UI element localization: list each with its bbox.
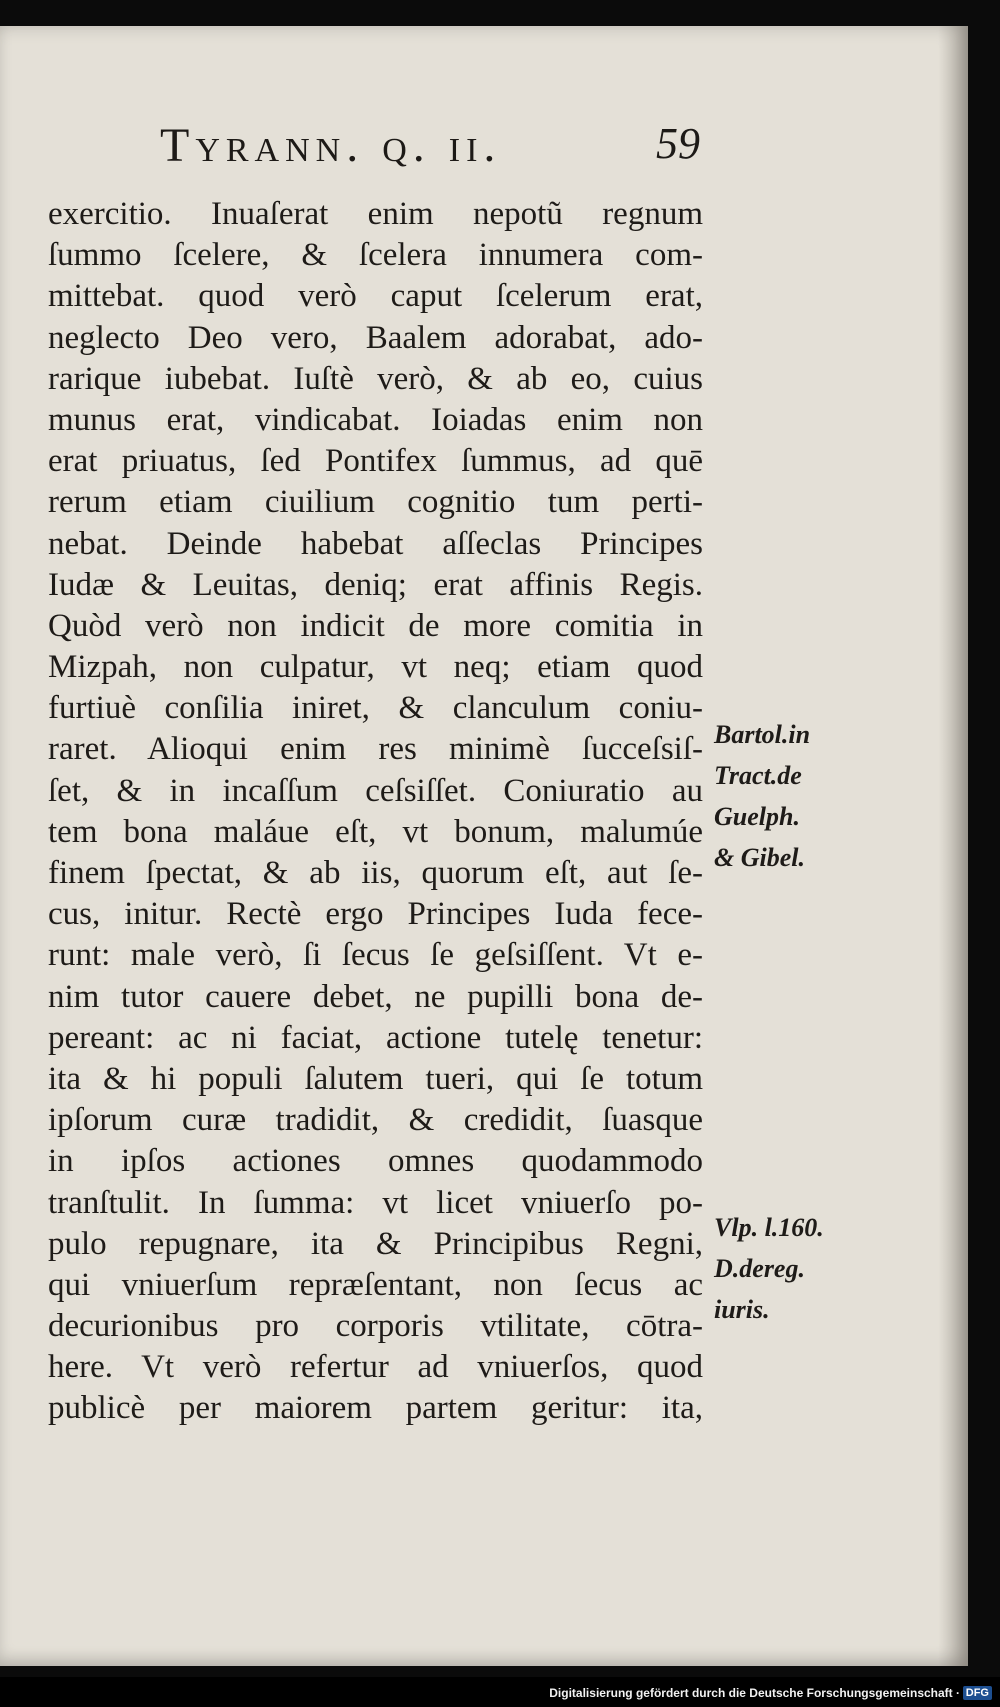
margin-note-line: & Gibel. <box>714 843 805 872</box>
book-page <box>0 26 968 1666</box>
text-line: erat priuatus, ſed Pontifex ſummus, ad quē <box>48 443 703 480</box>
text-line: nim tutor cauere debet, ne pupilli bona de- <box>48 978 703 1015</box>
page-header <box>160 118 700 188</box>
text-line: Mizpah, non culpatur, vt neq; etiam quod <box>48 649 703 686</box>
running-title: Tyrann. q. ii. <box>160 119 502 172</box>
text-line: Quòd verò non indicit de more comitia in <box>48 607 703 644</box>
text-line: tranſtulit. In ſumma: vt licet vniuerſo po- <box>48 1184 703 1221</box>
margin-note-line: Bartol.in <box>714 720 811 749</box>
body-text <box>48 194 703 1430</box>
text-line: pereant: ac ni faciat, actione tutelę tenetur: <box>48 1019 703 1056</box>
margin-note-line: iuris. <box>714 1295 770 1324</box>
text-line: tem bona maláue eſt, vt bonum, malumúe <box>48 813 703 850</box>
funding-credit: Digitalisierung gefördert durch die Deutsche Forschungsgemeinschaft · <box>549 1686 960 1700</box>
text-line: ita & hi populi ſalutem tueri, qui ſe totum <box>48 1060 703 1097</box>
margin-note-line: Vlp. l.160. <box>714 1213 824 1242</box>
text-line: here. Vt verò refertur ad vniuerſos, quod <box>48 1349 703 1386</box>
margin-note-line: Tract.de <box>714 761 802 790</box>
text-line: nebat. Deinde habebat aſſeclas Principes <box>48 525 703 562</box>
footer-bar <box>0 1677 1000 1707</box>
text-line: decurionibus pro corporis vtilitate, cōtra- <box>48 1308 703 1345</box>
margin-note-line: Guelph. <box>714 802 800 831</box>
text-line: publicè per maiorem partem geritur: ita, <box>48 1390 703 1427</box>
text-line: ipſorum curæ tradidit, & credidit, ſuasque <box>48 1102 703 1139</box>
text-line: rarique iubebat. Iuſtè verò, & ab eo, cuius <box>48 360 703 397</box>
text-line: rerum etiam ciuilium cognitio tum perti- <box>48 484 703 521</box>
text-line: mittebat. quod verò caput ſcelerum erat, <box>48 278 703 315</box>
margin-note-bartolus <box>714 714 864 878</box>
text-line: neglecto Deo vero, Baalem adorabat, ado- <box>48 319 703 356</box>
margin-note-line: D.dereg. <box>714 1254 805 1283</box>
text-line: pulo repugnare, ita & Principibus Regni, <box>48 1225 703 1262</box>
text-line: runt: male verò, ſi ſecus ſe geſsiſſent. Vt e- <box>48 937 703 974</box>
text-line: exercitio. Inuaſerat enim nepotũ regnum <box>48 196 703 232</box>
text-line: qui vniuerſum repræſentant, non ſecus ac <box>48 1266 703 1303</box>
margin-note-ulpian <box>714 1207 864 1330</box>
text-line: in ipſos actiones omnes quodammodo <box>48 1143 703 1180</box>
page-number: 59 <box>656 119 700 168</box>
dfg-logo: DFG <box>963 1686 992 1700</box>
text-line: cus, initur. Rectè ergo Principes Iuda fece- <box>48 896 703 933</box>
text-line: ſummo ſcelere, & ſcelera innumera com- <box>48 237 703 274</box>
text-line: finem ſpectat, & ab iis, quorum eſt, aut ſe- <box>48 855 703 891</box>
text-line: furtiuè conſilia iniret, & clanculum coniu- <box>48 690 703 727</box>
text-line: Iudæ & Leuitas, deniq; erat affinis Regis. <box>48 566 703 603</box>
text-line: ſet, & in incaſſum ceſsiſſet. Coniuratio au <box>48 772 703 809</box>
text-line: raret. Alioqui enim res minimè ſucceſsiſ- <box>48 731 703 768</box>
text-line: munus erat, vindicabat. Ioiadas enim non <box>48 401 703 438</box>
